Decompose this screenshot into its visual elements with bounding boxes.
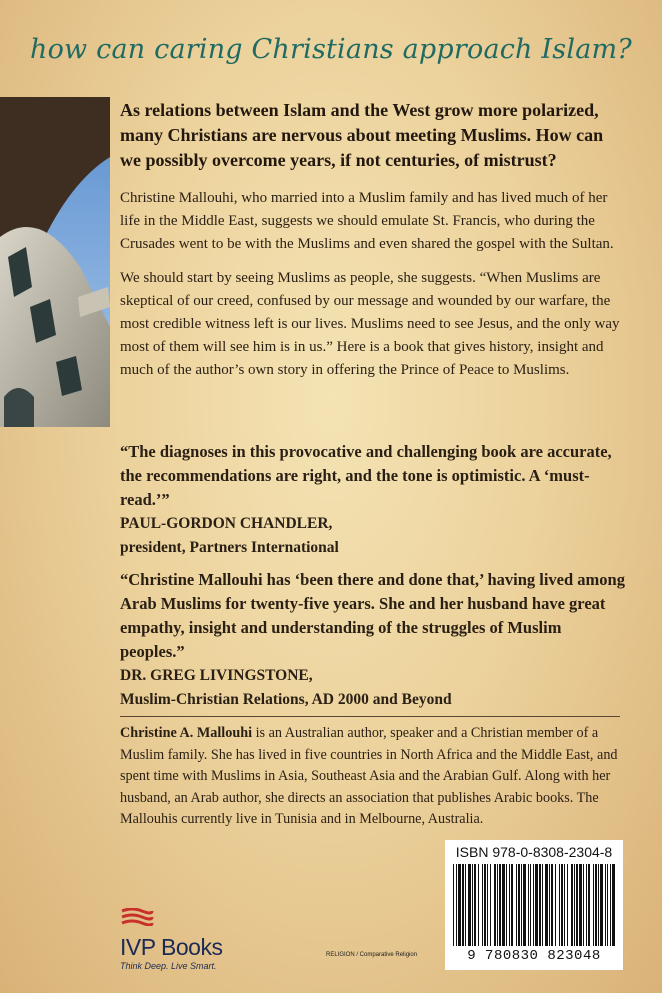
publisher-name: IVP Books [120,934,223,960]
endorsement-quote: “The diagnoses in this provocative and challenging book are accurate, the recommendations are right, and the tone is optimistic. A ‘must-read.’” [120,442,612,509]
paragraph: Christine Mallouhi, who married into a Muslim family and has lived much of her life in the Middle East, suggests we should emulate St. Francis, who during the Crusades went to be with the Muslims and even shared the gospel with the Sultan. [120,190,614,252]
bio-text: is an Australian author, speaker and a Christian member of a Muslim family. She has lived in five countries in North Africa and the Middle East, and spent time with Muslims in Asia, Southeast Asia and the Arabian Gulf. Along with her husband, an Arab author, she directs an association that publishes Arabic books. The Mallouhis currently live in Tunisia and in Melbourne, Australia. [120,725,618,827]
publisher-logo [120,908,240,971]
divider [120,716,620,717]
author-name: Christine A. Mallouhi [120,725,253,741]
endorser-title: president, Partners International [120,539,339,556]
endorsement [120,568,626,712]
isbn-label: ISBN 978-0-8308-2304-8 [455,844,613,860]
endorser-name: PAUL-GORDON CHANDLER, [120,515,333,532]
publisher-tagline: Think Deep. Live Smart. [120,961,217,971]
headline: how can caring Christians approach Islam? [30,34,632,65]
building-photo [0,97,110,427]
endorsement [120,440,626,560]
author-bio [120,723,626,831]
paragraph: We should start by seeing Muslims as people, she suggests. “When Muslims are skeptical of our creed, confused by our message and wounded by our warfare, the most credible witness left is our lives. Muslims need to see Jesus, and the only way most of them will see him is in us.” Here is a book that gives history, insight and much of the author’s own story in offering the Prince of Peace to Muslims. [120,270,620,378]
flag-icon [120,908,154,926]
barcode-digits: 9 780830 823048 [467,948,601,964]
category-label: RELIGION / Comparative Religion [326,952,418,958]
endorsement-quote: “Christine Mallouhi has ‘been there and done that,’ having lived among Arab Muslims for twenty-five years. She and her husband have great empathy, insight and understanding of the struggles of Muslim peoples.” [120,570,625,661]
endorser-title: Muslim-Christian Relations, AD 2000 and Beyond [120,691,452,708]
description [120,98,626,393]
barcode [445,840,623,970]
lead-paragraph: As relations between Islam and the West grow more polarized, many Christians are nervous about meeting Muslims. How can we possibly overcome years, if not centuries, of mistrust? [120,100,604,170]
endorser-name: DR. GREG LIVINGSTONE, [120,667,313,684]
